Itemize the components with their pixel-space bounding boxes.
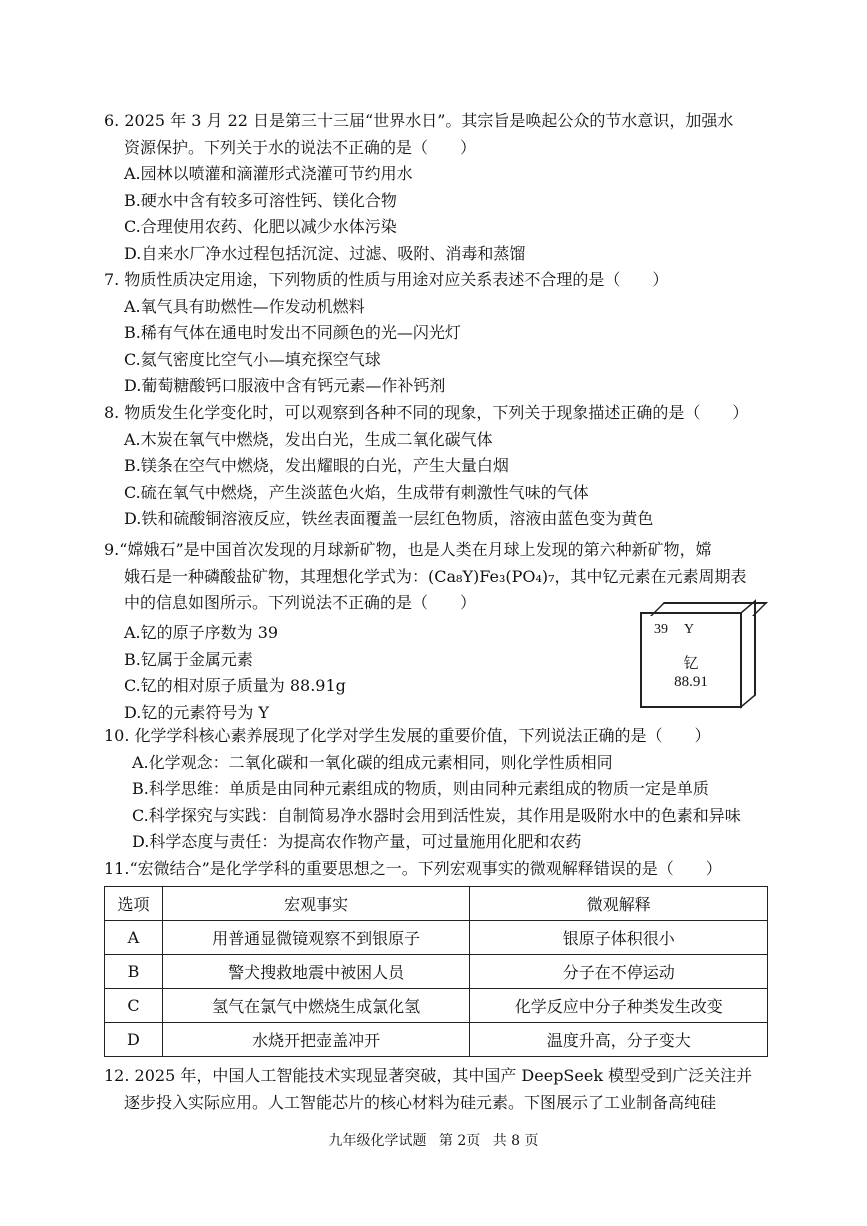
question-11-stem: 11.“宏微结合”是化学学科的重要思想之一。下列宏观事实的微观解释错误的是（ ） [104,859,722,878]
question-7-option-b: B.稀有气体在通电时发出不同颜色的光—闪光灯 [124,323,461,342]
periodic-element-card [640,612,742,708]
question-6-option-a: A.园林以喷灌和滴灌形式浇灌可节约用水 [124,164,413,183]
question-9-option-c: C.钇的相对原子质量为 88.91g [124,676,346,695]
atomic-number: 39 [654,622,668,637]
table-cell-micro: 化学反应中分子种类发生改变 [470,989,768,1023]
table-cell-option: B [105,955,163,989]
table-row [105,989,768,1023]
table-cell-macro: 水烧开把壶盖冲开 [162,1023,470,1057]
question-9-option-b: B.钇属于金属元素 [124,649,253,669]
question-8-option-a: A.木炭在氧气中燃烧，发出白光，生成二氧化碳气体 [124,429,493,449]
table-cell-micro: 分子在不停运动 [470,955,768,989]
question-9-stem-line-3: 中的信息如图所示。下列说法不正确的是（ ） [124,593,477,612]
question-12-stem-line-2: 逐步投入实际应用。人工智能芯片的核心材料为硅元素。下图展示了工业制备高纯硅 [124,1092,717,1112]
table-header-macro: 宏观事实 [162,887,470,921]
question-10-option-c: C.科学探究与实践：自制简易净水器时会用到活性炭，其作用是吸附水中的色素和异味 [132,805,741,825]
question-11 [104,856,784,883]
question-9-stem-line-2: 娥石是一种磷酸盐矿物，其理想化学式为：(Ca₈Y)Fe₃(PO₄)₇，其中钇元素在元素周期表 [124,566,747,586]
table-row [105,1023,768,1057]
table-cell-macro: 警犬搜救地震中被困人员 [162,955,470,989]
element-symbol: Y [684,622,695,637]
question-7-option-a: A.氧气具有助燃性—作发动机燃料 [124,296,365,316]
element-card-header [654,622,710,638]
footer-total-pages: 共 8 页 [492,1133,539,1149]
question-10-stem: 10. 化学学科核心素养展现了化学对学生发展的重要价值，下列说法正确的是（ ） [104,726,711,745]
question-7 [104,267,784,400]
question-7-option-d: D.葡萄糖酸钙口服液中含有钙元素—作补钙剂 [124,376,446,395]
question-8-stem: 8. 物质发生化学变化时，可以观察到各种不同的现象，下列关于现象描述正确的是（ ） [104,403,749,422]
question-6-stem-line-2: 资源保护。下列关于水的说法不正确的是（ ） [124,137,477,157]
question-8-option-b: B.镁条在空气中燃烧，发出耀眼的白光，产生大量白烟 [124,456,509,475]
question-7-stem: 7. 物质性质决定用途，下列物质的性质与用途对应关系表述不合理的是（ ） [104,270,669,289]
question-8 [104,400,784,533]
question-6-option-c: C.合理使用农药、化肥以减少水体污染 [124,217,397,236]
question-11-table [104,886,768,1057]
question-9-option-a: A.钇的原子序数为 39 [124,623,279,642]
table-header-micro: 微观解释 [470,887,768,921]
table-cell-option: C [105,989,163,1023]
element-card-side-face [740,599,756,708]
table-cell-macro: 用普通显微镜观察不到银原子 [162,921,470,955]
table-cell-option: A [105,921,163,955]
question-9-option-d: D.钇的元素符号为 Y [124,702,269,722]
question-6-option-b: B.硬水中含有较多可溶性钙、镁化合物 [124,190,397,210]
question-7-option-c: C.氦气密度比空气小—填充探空气球 [124,349,381,369]
table-cell-macro: 氢气在氯气中燃烧生成氯化氢 [162,989,470,1023]
table-cell-micro: 银原子体积很小 [470,921,768,955]
table-row [105,921,768,955]
question-6-option-d: D.自来水厂净水过程包括沉淀、过滤、吸附、消毒和蒸馏 [124,243,526,263]
question-9-stem-line-1: 9.“嫦娥石”是中国首次发现的月球新矿物，也是人类在月球上发现的第六种新矿物，嫦 [104,540,712,559]
table-header-option: 选项 [105,887,163,921]
question-10-option-a: A.化学观念：二氧化碳和一氧化碳的组成元素相同，则化学性质相同 [132,752,613,772]
question-6-stem-line-1: 6. 2025 年 3 月 22 日是第三十三届“世界水日”。其宗旨是唤起公众的节水意识，加强水 [104,111,734,130]
table-header-row [105,887,768,921]
page-footer [0,1130,867,1150]
question-6 [104,108,784,267]
footer-subject: 九年级化学试题 [328,1133,427,1149]
table-cell-option: D [105,1023,163,1057]
question-10 [104,723,784,856]
table-row [105,955,768,989]
question-9-options [124,620,346,726]
element-name: 钇 [683,656,699,672]
question-12-stem-line-1: 12. 2025 年，中国人工智能技术实现显著突破，其中国产 DeepSeek 模型受到广泛关注并 [104,1066,753,1085]
question-8-option-c: C.硫在氧气中燃烧，产生淡蓝色火焰，生成带有刺激性气味的气体 [124,482,589,502]
question-10-option-b: B.科学思维：单质是由同种元素组成的物质，则由同种元素组成的物质一定是单质 [132,779,709,798]
table-cell-micro: 温度升高，分子变大 [470,1023,768,1057]
atomic-mass: 88.91 [674,674,708,690]
question-10-option-d: D.科学态度与责任：为提高农作物产量，可过量施用化肥和农药 [132,832,582,851]
question-12 [104,1063,784,1116]
footer-page-number: 第 2页 [438,1133,481,1149]
question-8-option-d: D.铁和硫酸铜溶液反应，铁丝表面覆盖一层红色物质，溶液由蓝色变为黄色 [124,509,654,528]
